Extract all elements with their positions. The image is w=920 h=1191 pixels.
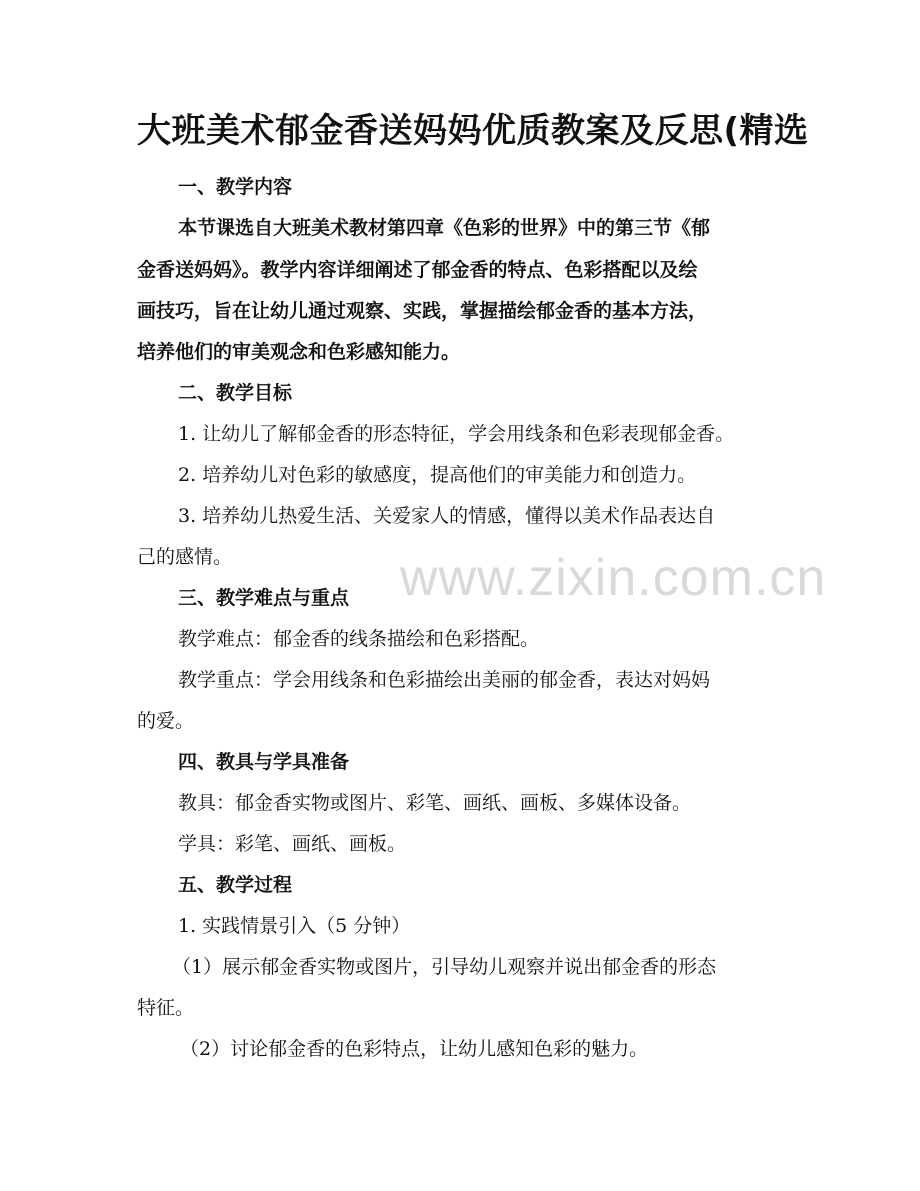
section-heading-objectives: 二、教学目标 <box>178 382 293 404</box>
watermark: www.zixin.com.cn <box>400 549 827 607</box>
learning-aids-text: 学具：彩笔、画纸、画板。 <box>178 833 407 855</box>
difficulty-text: 教学难点：郁金香的线条描绘和色彩搭配。 <box>178 628 540 650</box>
section-heading-materials: 四、教具与学具准备 <box>178 751 350 773</box>
process-substep-2: （2）讨论郁金香的色彩特点，让幼儿感知色彩的魅力。 <box>180 1038 649 1060</box>
section-heading-process: 五、教学过程 <box>178 874 293 896</box>
paragraph-line: 本节课选自大班美术教材第四章《色彩的世界》中的第三节《郁 <box>178 217 711 239</box>
teaching-aids-text: 教具：郁金香实物或图片、彩笔、画纸、画板、多媒体设备。 <box>178 792 692 814</box>
objective-item-2: 2. 培养幼儿对色彩的敏感度，提高他们的审美能力和创造力。 <box>178 464 697 486</box>
section-heading-difficulty: 三、教学难点与重点 <box>178 587 350 609</box>
paragraph-line: 画技巧，旨在让幼儿通过观察、实践，掌握描绘郁金香的基本方法， <box>137 300 708 322</box>
process-step-1: 1. 实践情景引入（5 分钟） <box>178 915 411 937</box>
process-substep-1-continued: 特征。 <box>137 997 195 1019</box>
objective-item-1: 1. 让幼儿了解郁金香的形态特征，学会用线条和色彩表现郁金香。 <box>178 423 735 445</box>
section-heading-content: 一、教学内容 <box>178 176 293 198</box>
paragraph-line: 金香送妈妈》。教学内容详细阐述了郁金香的特点、色彩搭配以及绘 <box>137 259 698 281</box>
process-substep-1: （1）展示郁金香实物或图片，引导幼儿观察并说出郁金香的形态 <box>172 956 717 978</box>
paragraph-line: 培养他们的审美观念和色彩感知能力。 <box>137 341 461 363</box>
page-title: 大班美术郁金香送妈妈优质教案及反思(精选 <box>137 111 809 151</box>
key-point-text-continued: 的爱。 <box>137 710 195 732</box>
objective-item-3: 3. 培养幼儿热爱生活、关爱家人的情感，懂得以美术作品表达自 <box>178 505 716 527</box>
key-point-text: 教学重点：学会用线条和色彩描绘出美丽的郁金香，表达对妈妈 <box>178 669 711 691</box>
objective-item-3-continued: 己的感情。 <box>137 546 233 568</box>
